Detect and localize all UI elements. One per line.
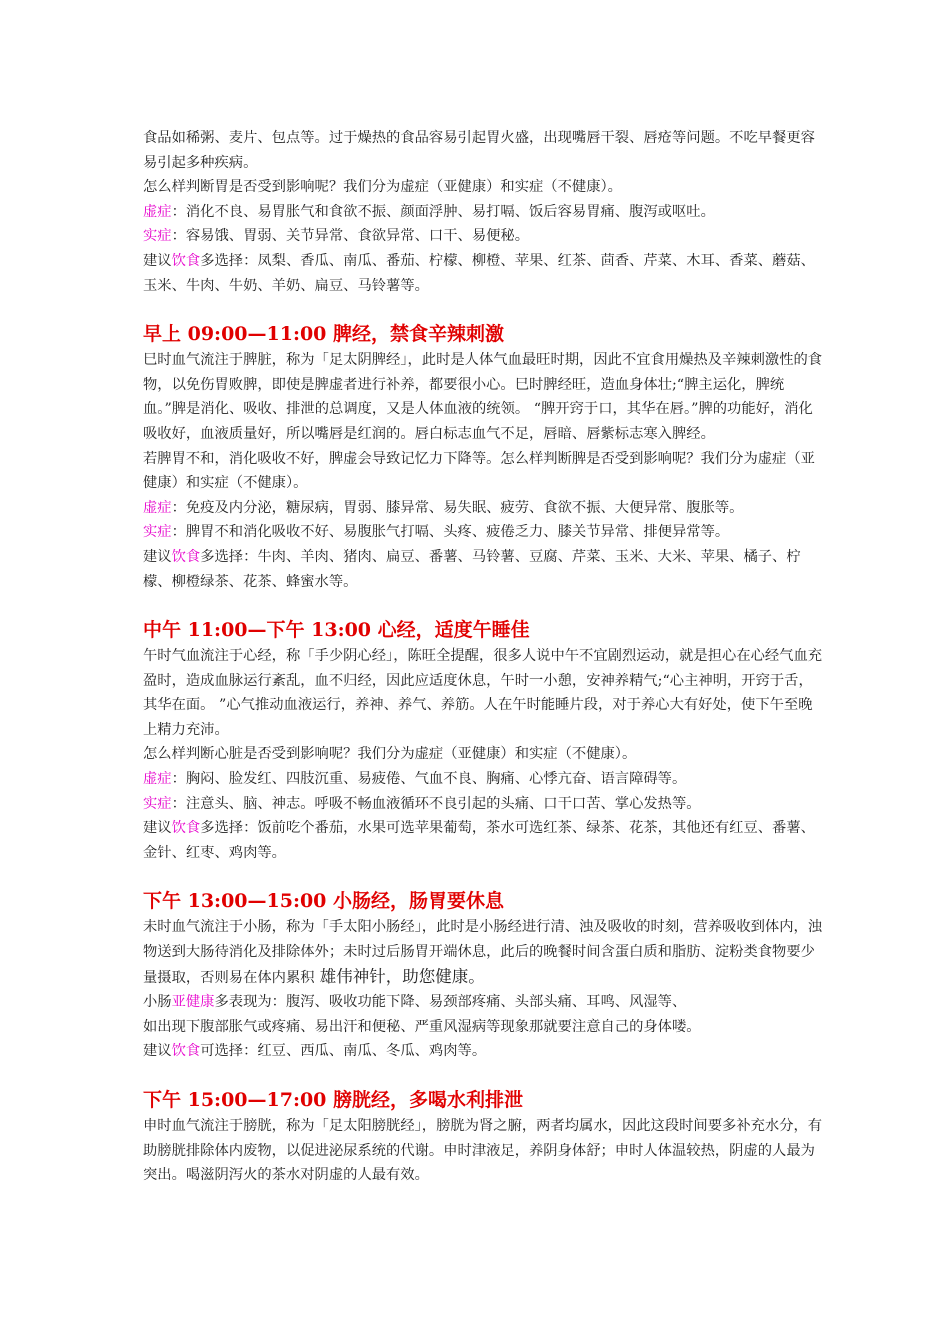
shi-text: ：容易饿、胃弱、关节异常、食欲异常、口干、易便秘。 [171, 228, 530, 245]
spleen-shi-line [143, 520, 823, 545]
heart-xu-line [143, 767, 823, 792]
shi-text: ：脾胃不和消化吸收不好、易腹胀气打嗝、头疼、疲倦乏力、膝关节异常、排便异常等。 [171, 524, 730, 541]
diet-highlight: 饮食 [171, 820, 201, 837]
heart-heading: 中午 11:00—下午 13:00 心经，适度午睡佳 [143, 619, 530, 642]
diet-prefix: 建议 [143, 252, 172, 269]
p2-text: 多表现为：腹泻、吸收功能下降、易颈部疼痛、头部头痛、耳鸣、风湿等、 [214, 994, 687, 1011]
shi-label: 实症 [143, 228, 172, 245]
p2-highlight: 亚健康 [171, 994, 215, 1011]
diet-text: 多选择：凤梨、香瓜、南瓜、番茄、柠檬、柳橙、苹果、红茶、茴香、芹菜、木耳、香菜、蘑菇、玉米、牛肉、牛奶、羊奶、扁豆、马铃薯等。 [143, 252, 815, 294]
xu-text: ：消化不良、易胃胀气和食欲不振、颜面浮肿、易打嗝、饭后容易胃痛、腹泻或呕吐。 [171, 203, 715, 220]
diet-text: 可选择：红豆、西瓜、南瓜、冬瓜、鸡肉等。 [200, 1043, 487, 1060]
intestine-slogan: 雄伟神针，助您健康。 [314, 966, 485, 986]
diet-prefix: 建议 [143, 548, 172, 565]
p2-prefix: 小肠 [143, 994, 172, 1011]
intestine-text: 未时血气流注于小肠，称为「手太阳小肠经」，此时是小肠经进行清、浊及吸收的时刻，营养吸收到体内，浊物送到大肠待消化及排除体外；未时过后肠胃开端休息，此后的晚餐时间含蛋白质和脂肪、淀粉类食物要少量摄取，否则易在体内累积 [143, 919, 823, 986]
bladder-paragraph-1: 申时血气流注于膀胱，称为「足太阳膀胱经」，膀胱为肾之腑，两者均属水，因此这段时间要多补充水分，有助膀胱排除体内废物，以促进泌尿系统的代谢。申时津液足，养阴身体舒；申时人体温较热，阴虚的人最为突出。喝滋阴泻火的茶水对阴虚的人最有效。 [143, 1118, 823, 1184]
xu-label: 虚症 [143, 771, 172, 788]
spleen-heading: 早上 09:00—11:00 脾经，禁食辛辣刺激 [143, 323, 505, 346]
intestine-paragraph-3: 如出现下腹部胀气或疼痛、易出汗和便秘、严重风湿病等现象那就要注意自己的身体喽。 [143, 1018, 701, 1035]
spleen-xu-line [143, 496, 823, 521]
diet-prefix: 建议 [143, 820, 172, 837]
diet-text: 多选择：牛肉、羊肉、猪肉、扁豆、番薯、马铃薯、豆腐、芹菜、玉米、大米、苹果、橘子、柠檬、柳橙绿茶、花茶、蜂蜜水等。 [143, 548, 801, 590]
intro-xu-line [143, 200, 823, 225]
intestine-heading: 下午 13:00—15:00 小肠经，肠胃要休息 [143, 890, 505, 913]
xu-label: 虚症 [143, 499, 172, 516]
diet-highlight: 饮食 [171, 548, 201, 565]
intro-paragraph: 食品如稀粥、麦片、包点等。过于燥热的食品容易引起胃火盛，出现嘴唇干裂、唇疮等问题。不吃早餐更容易引起多种疾病。 [143, 130, 815, 171]
intestine-diet-line [143, 1039, 823, 1064]
diet-highlight: 饮食 [171, 1043, 201, 1060]
xu-label: 虚症 [143, 203, 172, 220]
heart-paragraph-1: 午时气血流注于心经，称「手少阴心经」，陈旺全提醒，很多人说中午不宜剧烈运动，就是担心在心经气血充盈时，造成血脉运行紊乱，血不归经，因此应适度休息，午时一小憩，安神养精气;“心主神明，开窍于舌，其华在面。 ”心气推动血液运行，养神、养气、养筋。人在午时能睡片段，对于养心大有好处，使下午至晚上精力充沛。 [143, 648, 823, 738]
shi-text: ：注意头、脑、神志。呼吸不畅血液循环不良引起的头痛、口干口苦、掌心发热等。 [171, 795, 701, 812]
heart-shi-line [143, 792, 823, 817]
bladder-heading: 下午 15:00—17:00 膀胱经，多喝水利排泄 [143, 1089, 524, 1111]
heart-paragraph-2: 怎么样判断心脏是否受到影响呢？我们分为虚症（亚健康）和实症（不健康）。 [143, 746, 637, 763]
spleen-paragraph-1: 巳时血气流注于脾脏，称为「足太阴脾经」，此时是人体气血最旺时期，因此不宜食用燥热及辛辣刺激性的食物，以免伤胃败脾，即使是脾虚者进行补养，都要很小心。巳时脾经旺，造血身体壮;“脾主运化，脾统血。”脾是消化、吸收、排泄的总调度，又是人体血液的统领。 “脾开窍于口，其华在唇。”脾的功能好，消化吸收好，血液质量好，所以嘴唇是红润的。唇白标志血气不足，唇暗、唇紫标志寒入脾经。 [143, 352, 823, 442]
diet-highlight: 饮食 [171, 252, 201, 269]
shi-label: 实症 [143, 795, 172, 812]
diet-text: 多选择：饭前吃个番茄，水果可选苹果葡萄，茶水可选红茶、绿茶、花茶，其他还有红豆、番薯、金针、红枣、鸡肉等。 [143, 820, 815, 861]
shi-label: 实症 [143, 524, 172, 541]
heart-diet-line [143, 816, 823, 865]
spleen-diet-line [143, 545, 823, 594]
intestine-paragraph-2 [143, 990, 823, 1015]
xu-text: ：胸闷、脸发红、四肢沉重、易疲倦、气血不良、胸痛、心悸亢奋、语言障碍等。 [171, 771, 687, 788]
diet-prefix: 建议 [143, 1043, 172, 1060]
intro-question: 怎么样判断胃是否受到影响呢？我们分为虚症（亚健康）和实症（不健康）。 [143, 179, 622, 196]
intestine-paragraph-1 [143, 915, 823, 990]
document-page [143, 126, 823, 1188]
xu-text: ：免疫及内分泌，糖尿病，胃弱、膝异常、易失眠、疲劳、食欲不振、大便异常、腹胀等。 [171, 499, 744, 516]
intro-shi-line [143, 224, 823, 249]
intro-diet-line [143, 249, 823, 298]
spleen-paragraph-2: 若脾胃不和，消化吸收不好，脾虚会导致记忆力下降等。怎么样判断脾是否受到影响呢？我们分为虚症（亚健康）和实症（不健康）。 [143, 450, 815, 492]
